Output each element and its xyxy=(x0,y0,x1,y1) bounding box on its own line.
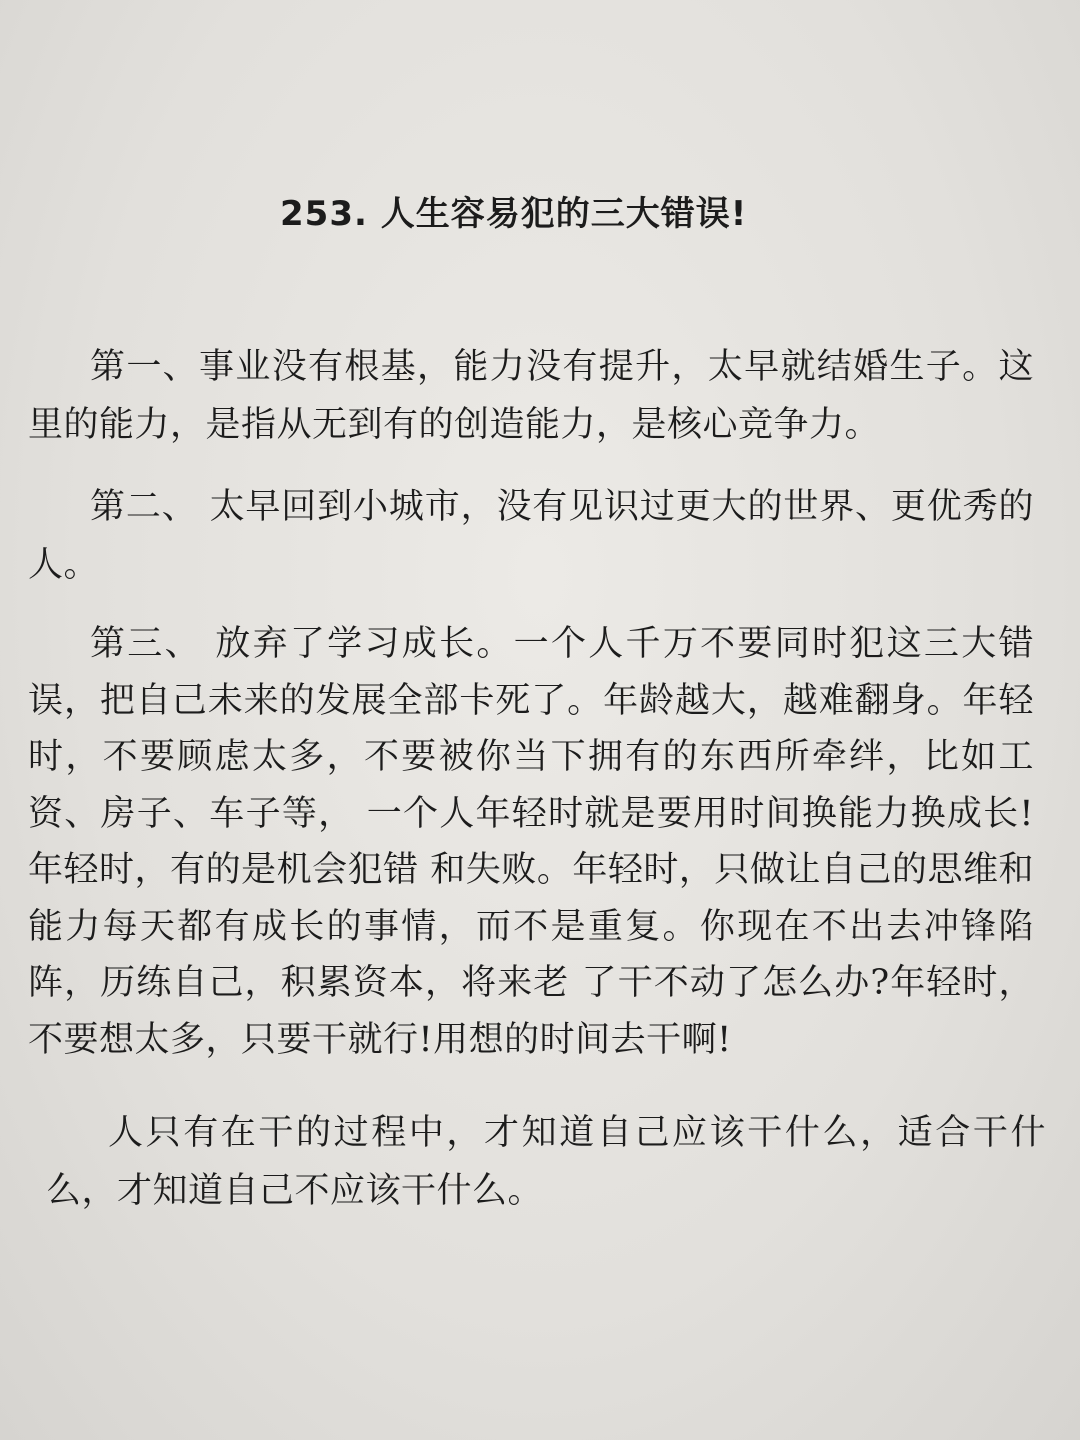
paragraph-second-mistake: 第二、 太早回到小城市，没有见识过更大的世界、更优秀的人。 xyxy=(28,487,1034,585)
paragraph-first-mistake: 第一、事业没有根基，能力没有提升，太早就结婚生子。这里的能力，是指从无到有的创造能力，是核心竞争力。 xyxy=(28,347,1034,445)
page-content xyxy=(24,0,1046,1440)
section-title: 253. 人生容易犯的三大错误! xyxy=(280,194,748,234)
paragraph-conclusion: 人只有在干的过程中，才知道自己应该干什么，适合干什么，才知道自己不应该干什么。 xyxy=(46,1113,1046,1211)
paragraph-third-mistake: 第三、 放弃了学习成长。一个人千万不要同时犯这三大错误，把自己未来的发展全部卡死了。年龄越大，越难翻身。年轻时，不要顾虑太多，不要被你当下拥有的东西所牵绊，比如工资、房子、车子等， 一个人年轻时就是要用时间换能力换成长!年轻时，有的是机会犯错 和失败。年轻时，只做让自己的思维和能力每天都有成长的事情，而不是重复。你现在不出去冲锋陷阵，历练自己，积累资本，将来老 了干不动了怎么办?年轻时，不要想太多，只要干就行!用想的时间去干啊! xyxy=(28,624,1034,1060)
